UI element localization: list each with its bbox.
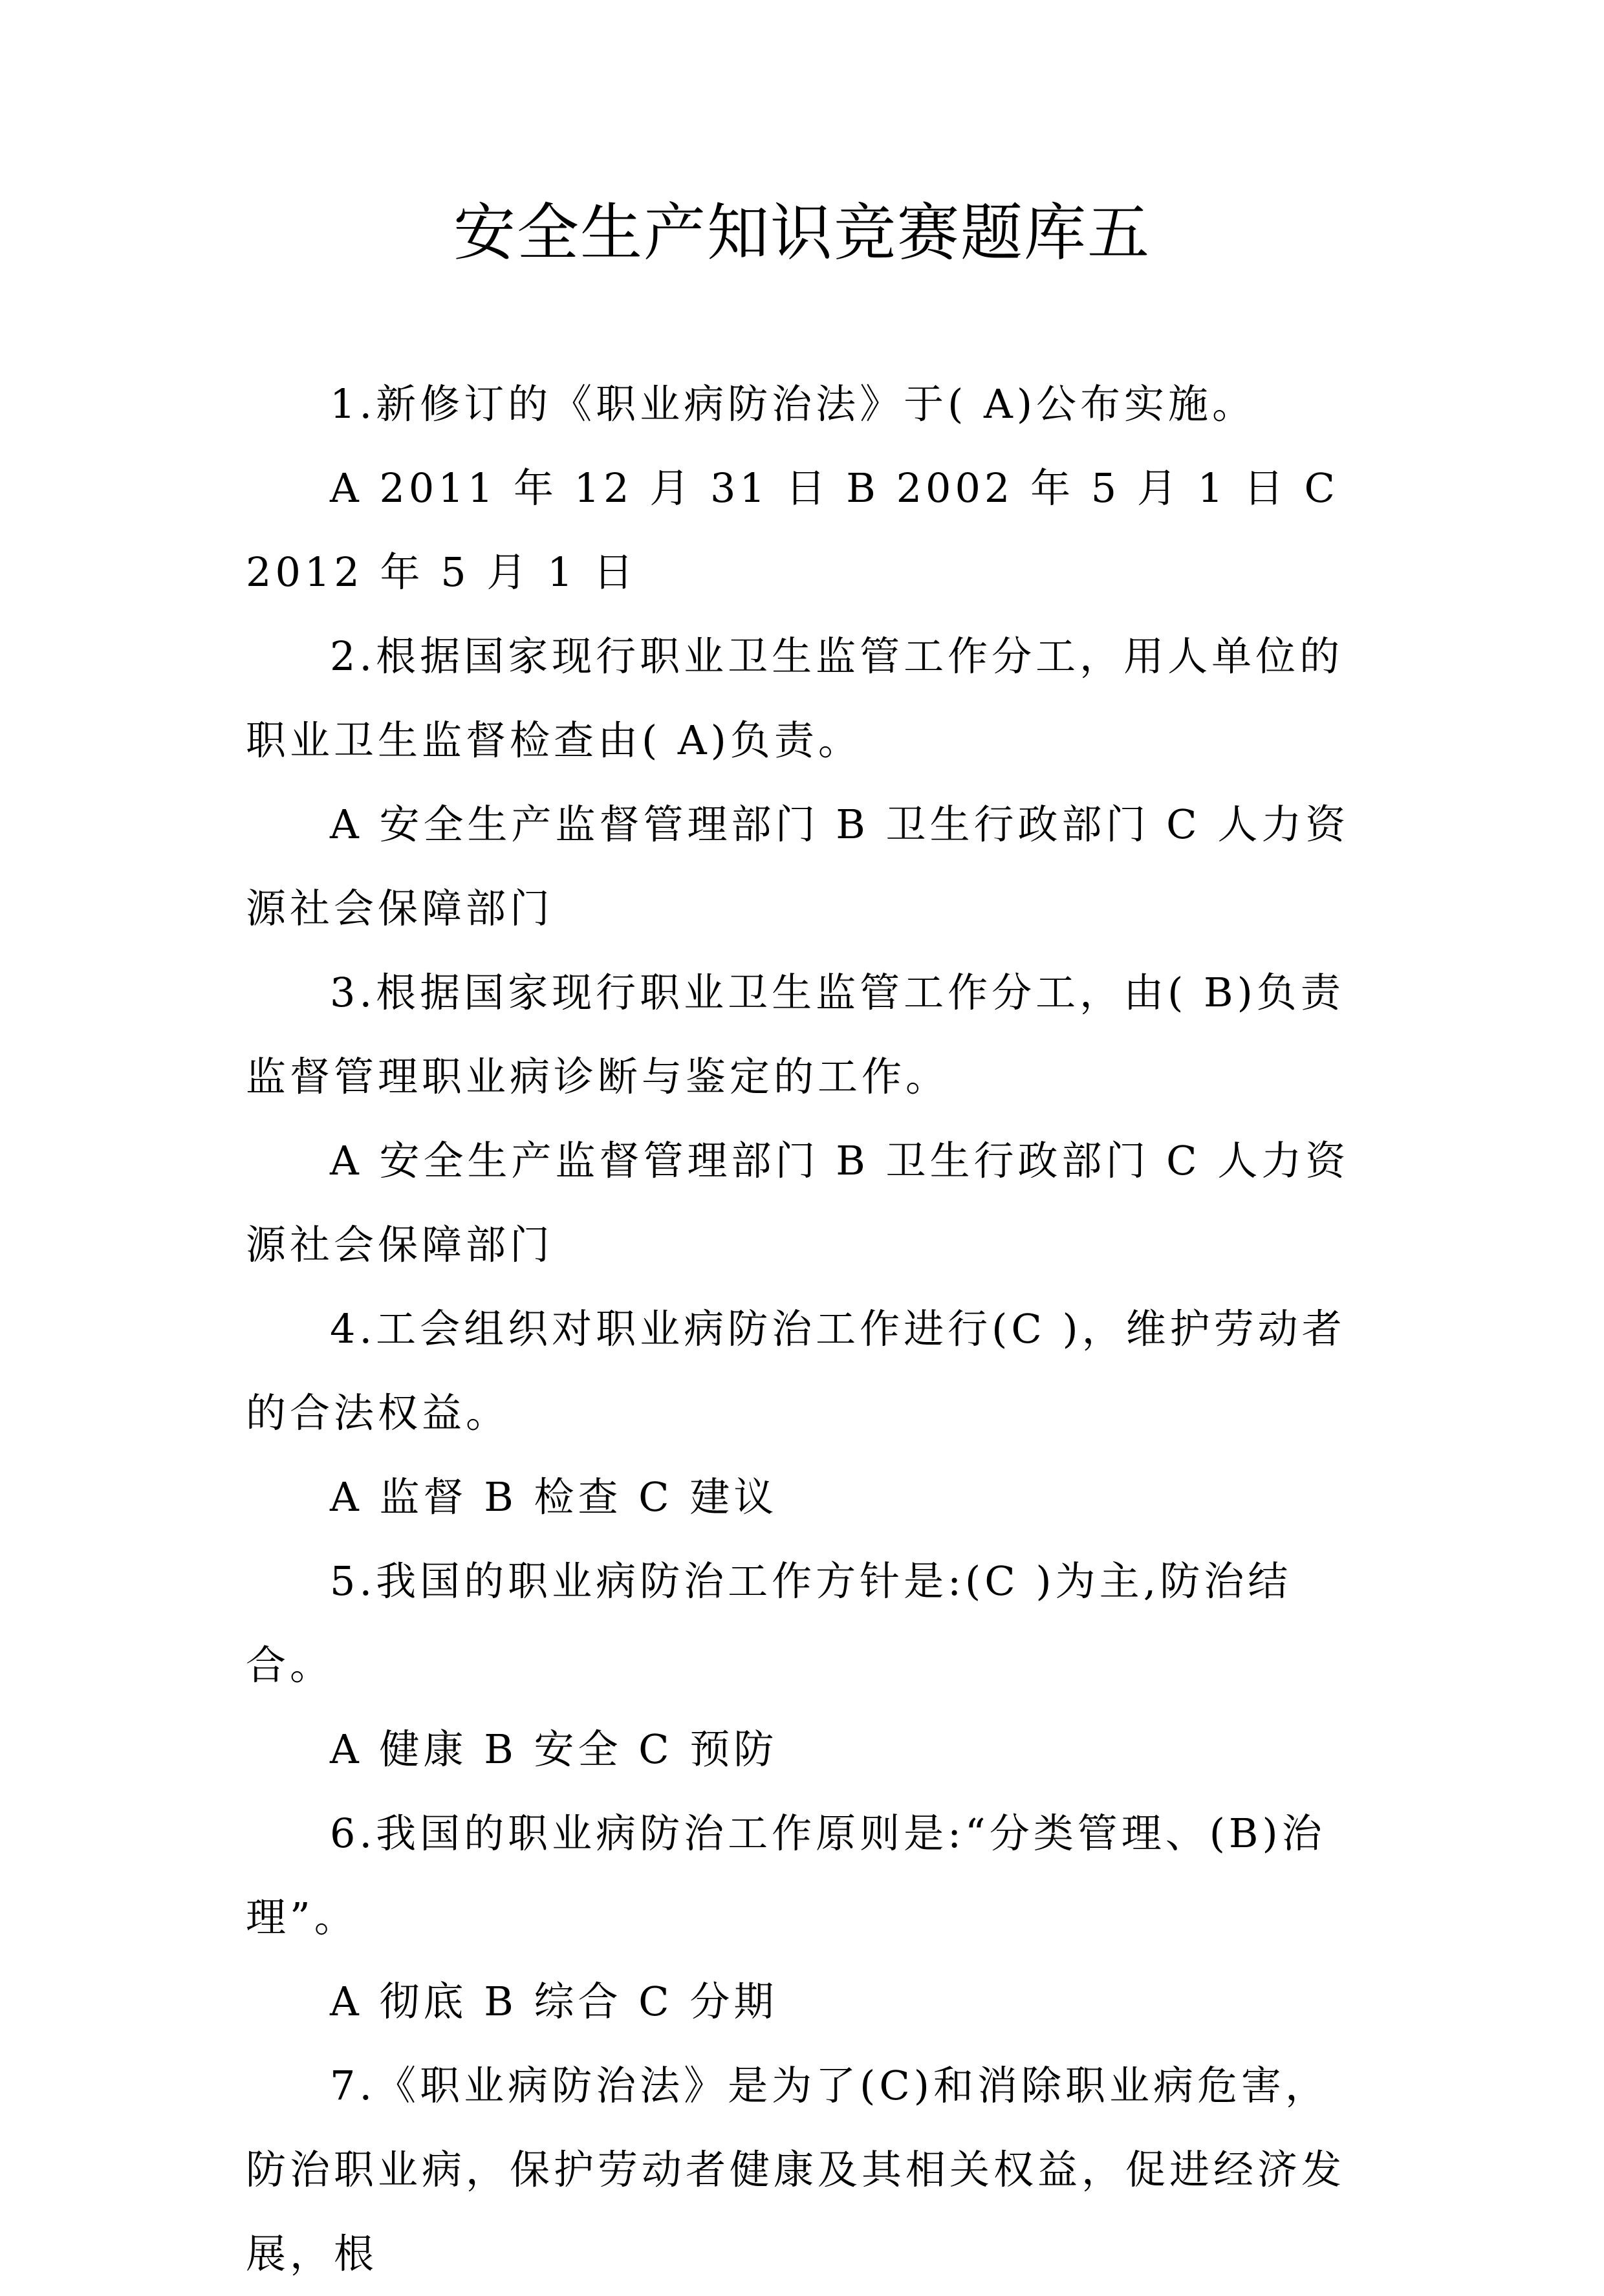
question-4-options: A 监督 B 检查 C 建议 bbox=[330, 1473, 778, 1521]
question-7: 7.《职业病防治法》是为了(C)和消除职业病危害，防治职业病，保护劳动者健康及其相关权益，促进经济发展，根 bbox=[246, 2062, 1346, 2277]
question-2: 2.根据国家现行职业卫生监管工作分工，用人单位的职业卫生监督检查由( A)负责。 bbox=[246, 633, 1344, 764]
question-4: 4.工会组织对职业病防治工作进行(C )，维护劳动者的合法权益。 bbox=[246, 1305, 1346, 1436]
question-6-options: A 彻底 B 综合 C 分期 bbox=[330, 1978, 778, 2025]
question-6: 6.我国的职业病防治工作原则是:“分类管理、(B)治理”。 bbox=[246, 1810, 1326, 1941]
page-title: 安全生产知识竞赛题库五 bbox=[453, 197, 1151, 269]
question-3: 3.根据国家现行职业卫生监管工作分工，由( B)负责监督管理职业病诊断与鉴定的工作。 bbox=[246, 969, 1345, 1100]
question-5-options: A 健康 B 安全 C 预防 bbox=[330, 1726, 778, 1773]
question-2-options: A 安全生产监督管理部门 B 卫生行政部门 C 人力资源社会保障部门 bbox=[246, 801, 1350, 932]
question-5: 5.我国的职业病防治工作方针是:(C )为主,防治结合。 bbox=[246, 1557, 1292, 1689]
question-1-options: A 2011 年 12 月 31 日 B 2002 年 5 月 1 日 C 2012 年 5 月 1 日 bbox=[246, 464, 1339, 596]
question-1: 1.新修订的《职业病防治法》于( A)公布实施。 bbox=[330, 380, 1257, 428]
question-3-options: A 安全生产监督管理部门 B 卫生行政部门 C 人力资源社会保障部门 bbox=[246, 1137, 1350, 1268]
document-body bbox=[246, 362, 1371, 2296]
